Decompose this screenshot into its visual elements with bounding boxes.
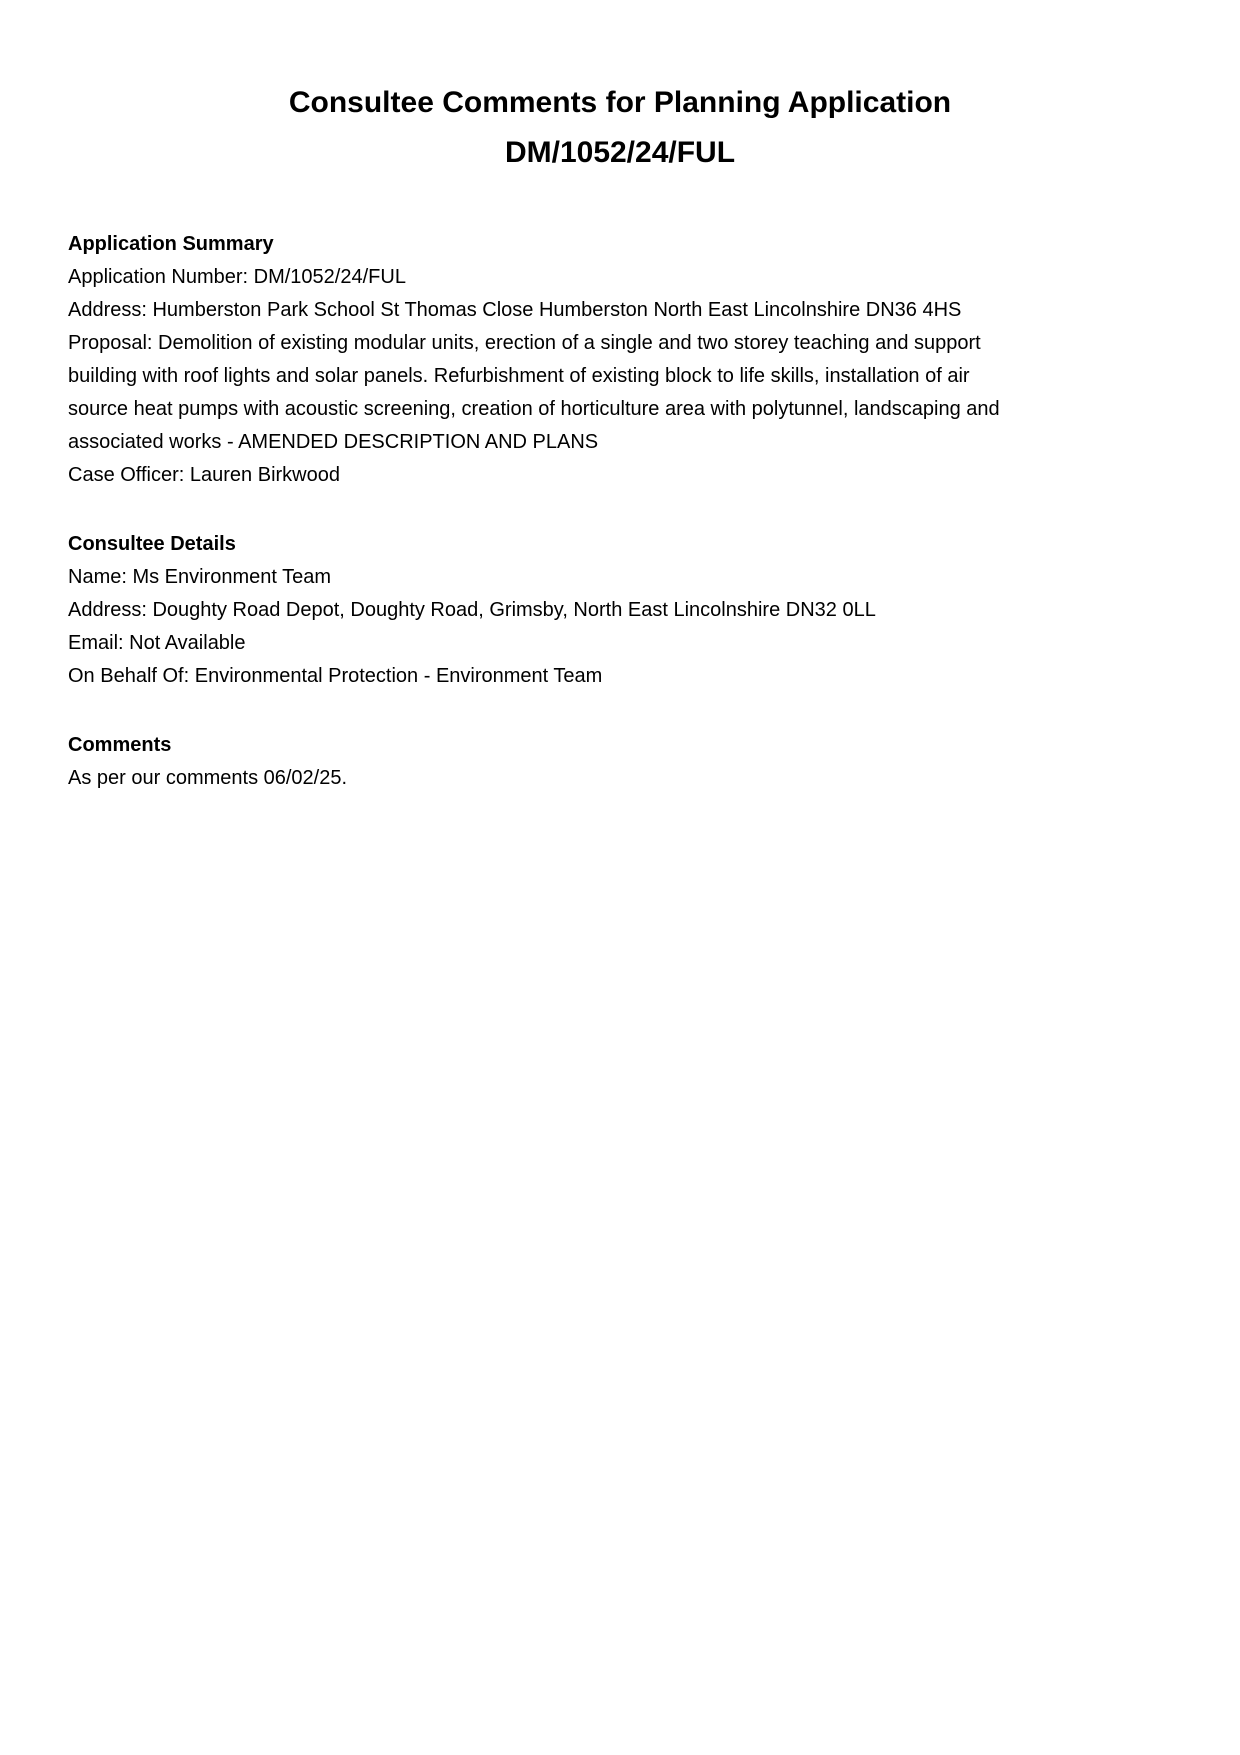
on-behalf-of-line: On Behalf Of: Environmental Protection - Environment Team [68,665,603,687]
consultee-address-line: Address: Doughty Road Depot, Doughty Road, Grimsby, North East Lincolnshire DN32 0LL [68,599,876,621]
consultee-details-section [68,528,1016,693]
comments-heading: Comments [68,734,172,756]
document-title [146,78,1094,178]
application-address-line: Address: Humberston Park School St Thomas Close Humberston North East Lincolnshire DN36 4HS [68,299,962,321]
application-summary-heading: Application Summary [68,233,274,255]
application-summary-section [68,228,1016,492]
document-title-line1: Consultee Comments for Planning Application [288,86,952,119]
case-officer-line: Case Officer: Lauren Birkwood [68,464,340,486]
consultee-name-line: Name: Ms Environment Team [68,566,332,588]
consultee-email-line: Email: Not Available [68,632,246,654]
application-number-line: Application Number: DM/1052/24/FUL [68,266,406,288]
consultee-details-heading: Consultee Details [68,533,236,555]
comments-section [68,729,1016,795]
document-content [68,228,1016,795]
document-title-line2: DM/1052/24/FUL [504,136,736,169]
comments-body-line: As per our comments 06/02/25. [68,767,348,789]
proposal-line: Proposal: Demolition of existing modular units, erection of a single and two storey teaching and support building with roof lights and solar panels. Refurbishment of existing block to life skills, installation of air source heat pumps with acoustic screening, creation of horticulture area with polytunnel, landscaping and associated works - AMENDED DESCRIPTION AND PLANS [68,332,1000,453]
